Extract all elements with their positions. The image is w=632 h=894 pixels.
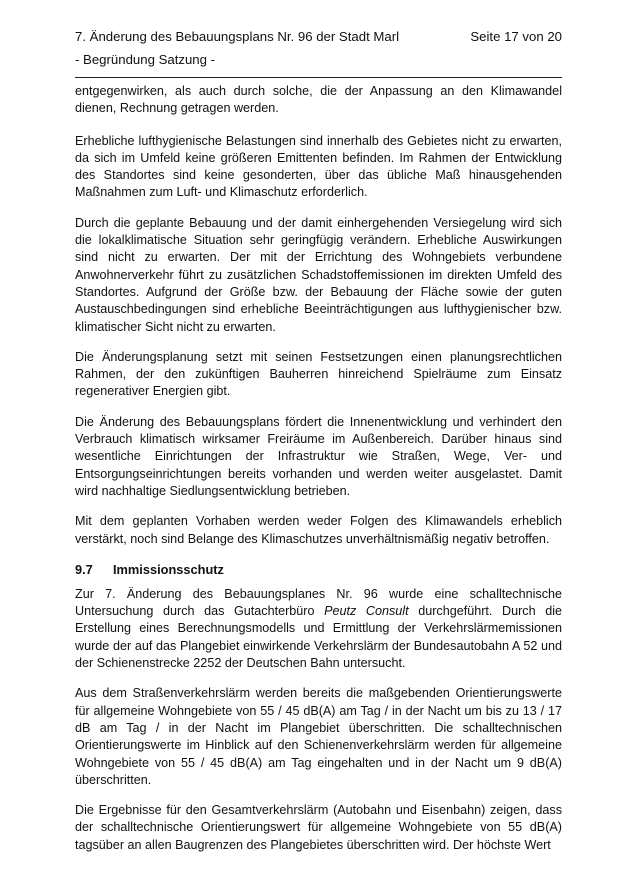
- header-divider: [75, 77, 562, 78]
- company-name: Peutz Consult: [324, 604, 409, 619]
- section-number: 9.7: [75, 561, 93, 577]
- page-number: Seite 17 von 20: [470, 29, 562, 44]
- paragraph: Die Änderungsplanung setzt mit seinen Festsetzungen einen planungsrechtlichen Rahmen, der den zukünftigen Bauherren hinreichend Spielräume zum Einsatz regenerativer Energien gibt.: [75, 349, 562, 399]
- paragraph: [75, 586, 562, 672]
- paragraph-text: Zur 7. Änderung des Bebauungsplanes Nr. 96 wurde eine schalltechnische Untersuchung durch das Gutachterbüro: [75, 586, 562, 619]
- paragraph-text: durchgeführt. Durch die Erstellung eines Berechnungsmodells und Ermittlung der Verkehrslärmemissionen wurde der auf das Plangebiet einwirkende Verkehrslärm der Bundesautobahn A 52 und der Schienenstrecke 2252 der Deutschen Bahn untersucht.: [75, 604, 562, 671]
- document-subtitle: - Begründung Satzung -: [75, 52, 216, 67]
- paragraph: Durch die geplante Bebauung und der damit einhergehenden Versiegelung wird sich die lokalklimatische Situation sehr geringfügig verändern. Erhebliche Auswirkungen sind nicht zu erwarten. Der mit der Errichtung des Wohngebiets verbundene Anwohnerverkehr führt zu zusätzlichen Schadstoffemissionen im direkten Umfeld des Standortes. Aufgrund der Größe bzw. der Bebauung der Fläche sowie der guten Austauschbedingungen sind erhebliche Beeinträchtigungen aus lufthygienischer bzw. klimatischer Sicht nicht zu erwarten.: [75, 215, 562, 334]
- section-title: Immissionsschutz: [113, 561, 224, 577]
- paragraph: Die Ergebnisse für den Gesamtverkehrslärm (Autobahn und Eisenbahn) zeigen, dass der schalltechnische Orientierungswert für allgemeine Wohngebiete von 55 dB(A) tagsüber an allen Baugrenzen des Plangebietes überschritten wird. Der höchste Wert: [75, 803, 562, 852]
- header-row: [75, 27, 562, 46]
- paragraph: Erhebliche lufthygienische Belastungen sind innerhalb des Gebietes nicht zu erwarten, da sich im Umfeld keine größeren Emittenten befinden. Im Rahmen der Entwicklung des Standortes sind keine gesonderten, über das übliche Maß hinausgehenden Maßnahmen zum Luft- und Klimaschutz erforderlich.: [75, 133, 562, 200]
- section-heading: [75, 561, 562, 578]
- page-header: [75, 27, 562, 69]
- body-text: [75, 83, 562, 867]
- document-title: 7. Änderung des Bebauungsplans Nr. 96 der Stadt Marl: [75, 29, 400, 44]
- paragraph: Die Änderung des Bebauungsplans fördert die Innenentwicklung und verhindert den Verbrauch klimatisch wirksamer Freiräume im Außenbereich. Darüber hinaus sind wesentliche Einrichtungen der Infrastruktur wie Straßen, Wege, Ver- und Entsorgungseinrichtungen bereits vorhanden und werden weiter ausgelastet. Damit wird nachhaltige Siedlungsentwicklung betrieben.: [75, 414, 562, 498]
- paragraph: entgegenwirken, als auch durch solche, die der Anpassung an den Klimawandel dienen, Rechnung getragen werden.: [75, 84, 562, 116]
- paragraph: Aus dem Straßenverkehrslärm werden bereits die maßgebenden Orientierungswerte für allgemeine Wohngebiete von 55 / 45 dB(A) am Tag / in der Nacht um bis zu 13 / 17 dB am Tag / in der Nacht im Plangebiet überschritten. Die schalltechnischen Orientierungswerte im Hinblick auf den Schienenverkehrslärm werden für allgemeine Wohngebiete von 55 / 45 dB(A) am Tag eingehalten und in der Nacht um 9 dB(A) überschritten.: [75, 686, 562, 787]
- paragraph: Mit dem geplanten Vorhaben werden weder Folgen des Klimawandels erheblich verstärkt, noch sind Belange des Klimaschutzes unverhältnismäßig negativ betroffen.: [75, 514, 562, 546]
